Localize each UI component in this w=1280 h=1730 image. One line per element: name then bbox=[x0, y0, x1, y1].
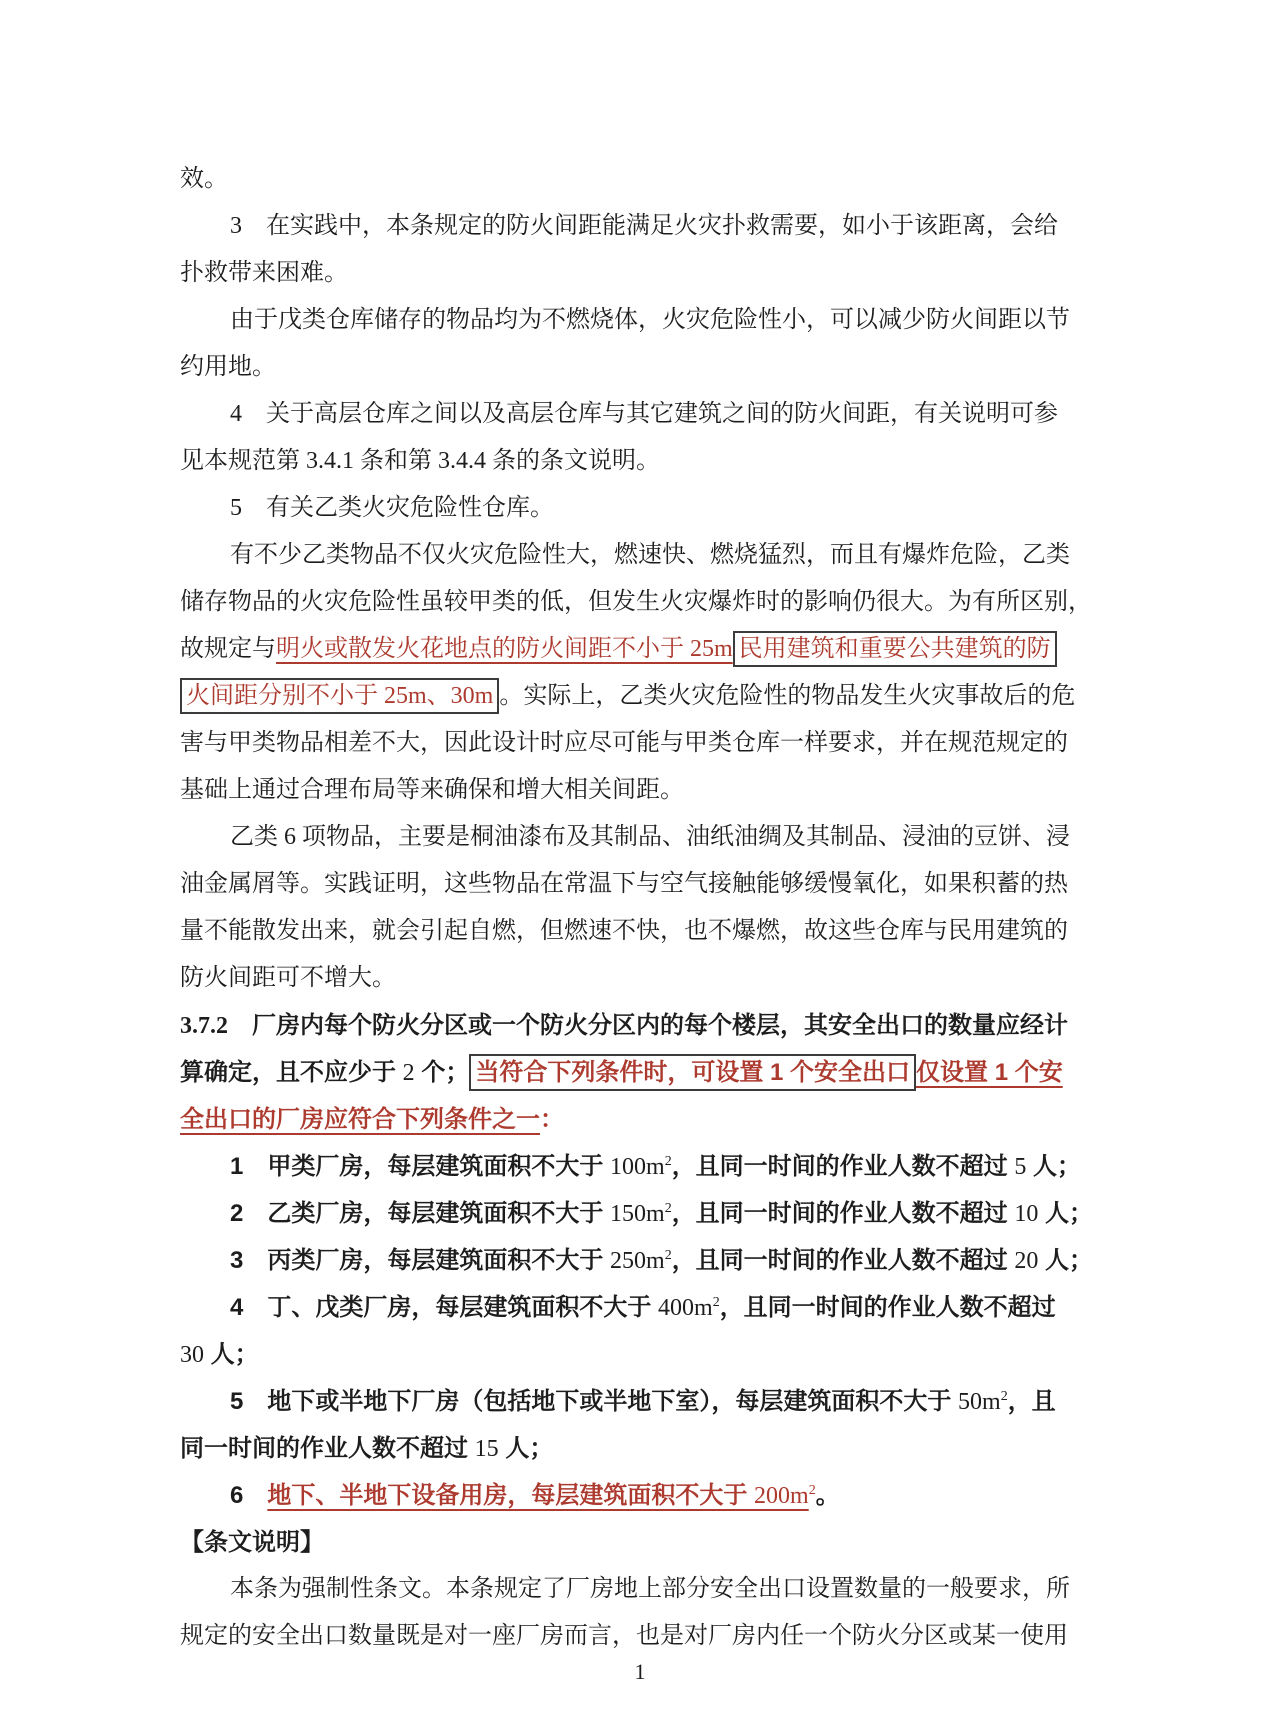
revision-inserted-text: 200m bbox=[754, 1483, 809, 1509]
revision-inserted-text: 2 bbox=[1000, 1389, 1008, 1404]
text-segment: 人； bbox=[204, 1341, 259, 1368]
text-segment: 15 bbox=[474, 1436, 499, 1462]
page-number: 1 bbox=[634, 1659, 646, 1684]
text-segment: 害与甲类物品相差不大，因此设计时应尽可能与甲类仓库一样要求，并在规范规定的 bbox=[180, 730, 1068, 756]
text-line-para-wuclass-cont bbox=[180, 344, 1125, 391]
text-segment: 。实际上，乙类火灾危险性的物品发生火灾事故后的危 bbox=[499, 683, 1076, 709]
text-segment: 故规定与 bbox=[180, 636, 276, 662]
text-segment: 20 bbox=[1014, 1248, 1039, 1274]
text-line-item-4 bbox=[180, 391, 1125, 438]
text-line-clause-372-heading bbox=[180, 1002, 1125, 1049]
text-segment: 油金属屑等。实践证明，这些物品在常温下与空气接触能够缓慢氧化，如果积蓄的热 bbox=[180, 871, 1068, 897]
text-line-item-5 bbox=[180, 485, 1125, 532]
revision-boxed-text: 当符合下列条件时，可设置 1 个安全出口 bbox=[469, 1054, 916, 1091]
text-line-para-yilei6-cont2 bbox=[180, 908, 1125, 955]
text-line-explanation-heading bbox=[180, 1519, 1125, 1566]
text-segment: ： bbox=[540, 1106, 564, 1133]
text-line-para-yiclass-cont5 bbox=[180, 767, 1125, 814]
text-segment: 算确定，且不应少于 bbox=[180, 1059, 403, 1086]
text-segment: 5 地下或半地下厂房（包括地下或半地下室），每层建筑面积不大于 bbox=[230, 1388, 959, 1415]
text-segment: 储存物品的火灾危险性虽较甲类的低，但发生火灾爆炸时的影响仍很大。为有所区别， bbox=[180, 589, 1092, 615]
text-segment: 150m bbox=[610, 1201, 665, 1227]
text-line-clause-372-item-4-cont bbox=[180, 1331, 1125, 1378]
text-segment: 4 丁、戊类厂房，每层建筑面积不大于 bbox=[230, 1294, 659, 1321]
text-segment: 5 bbox=[1014, 1154, 1027, 1180]
text-line-clause-372-line3-revised bbox=[180, 1096, 1125, 1143]
text-line-item-3 bbox=[180, 203, 1125, 250]
text-line-explanation-para-cont bbox=[180, 1613, 1125, 1660]
text-line-item-3-cont bbox=[180, 250, 1125, 297]
text-segment: 规定的安全出口数量既是对一座厂房而言，也是对厂房内任一个防火分区或某一使用 bbox=[180, 1623, 1068, 1649]
text-line-para-yilei6-cont1 bbox=[180, 861, 1125, 908]
text-line-para-yiclass-cont2-revised bbox=[180, 626, 1125, 673]
text-line-clause-372-item-2 bbox=[180, 1190, 1125, 1237]
text-line-clause-372-item-5-cont bbox=[180, 1425, 1125, 1472]
text-segment: 约用地。 bbox=[180, 354, 276, 380]
document-text-block bbox=[180, 156, 1125, 1660]
text-segment: ，且同一时间的作业人数不超过 bbox=[671, 1200, 1015, 1227]
text-segment: 3.7.2 bbox=[180, 1013, 228, 1039]
text-line-para-yiclass bbox=[180, 532, 1125, 579]
text-line-para-continuation bbox=[180, 156, 1125, 203]
text-line-clause-372-item-5 bbox=[180, 1378, 1125, 1425]
text-line-explanation-para bbox=[180, 1566, 1125, 1613]
text-line-para-wuclass bbox=[180, 297, 1125, 344]
text-segment: 【条文说明】 bbox=[180, 1529, 324, 1556]
text-segment: 有不少乙类物品不仅火灾危险性大，燃速快、燃烧猛烈，而且有爆炸危险，乙类 bbox=[230, 542, 1070, 568]
text-segment: 250m bbox=[610, 1248, 665, 1274]
revision-inserted-text: 地下、半地下设备用房，每层建筑面积不大于 bbox=[267, 1482, 755, 1509]
text-segment: 防火间距可不增大。 bbox=[180, 965, 396, 991]
text-segment: ，且同一时间的作业人数不超过 bbox=[719, 1294, 1056, 1321]
text-line-para-yiclass-cont1 bbox=[180, 579, 1125, 626]
text-segment: 2 乙类厂房，每层建筑面积不大于 bbox=[230, 1200, 611, 1227]
text-segment: 见本规范第 3.4.1 条和第 3.4.4 条的条文说明。 bbox=[180, 448, 660, 474]
text-line-clause-372-item-3 bbox=[180, 1237, 1125, 1284]
text-segment: 厂房内每个防火分区或一个防火分区内的每个楼层，其安全出口的数量应经计 bbox=[228, 1012, 1068, 1039]
text-segment: 2 bbox=[402, 1060, 415, 1086]
revision-inserted-text: 仅设置 1 个安 bbox=[916, 1059, 1063, 1086]
text-line-clause-372-item-1 bbox=[180, 1143, 1125, 1190]
revision-inserted-text: 2 bbox=[712, 1295, 720, 1310]
text-segment: 6 bbox=[230, 1482, 268, 1509]
text-segment: 人； bbox=[1026, 1153, 1082, 1180]
text-segment: 3 在实践中，本条规定的防火间距能满足火灾扑救需要，如小于该距离，会给 bbox=[230, 213, 1058, 239]
text-segment: 同一时间的作业人数不超过 bbox=[180, 1435, 475, 1462]
revision-inserted-text: 2 bbox=[664, 1201, 672, 1216]
text-line-item-4-cont bbox=[180, 438, 1125, 485]
text-segment: 量不能散发出来，就会引起自燃，但燃速不快，也不爆燃，故这些仓库与民用建筑的 bbox=[180, 918, 1068, 944]
text-segment: ，且 bbox=[1007, 1388, 1056, 1415]
text-segment: 3 丙类厂房，每层建筑面积不大于 bbox=[230, 1247, 611, 1274]
text-segment: 50m bbox=[958, 1389, 1001, 1415]
text-segment: 1 甲类厂房，每层建筑面积不大于 bbox=[230, 1153, 611, 1180]
text-segment: 效。 bbox=[180, 166, 228, 192]
text-line-clause-372-item-4 bbox=[180, 1284, 1125, 1331]
text-segment: 。 bbox=[815, 1482, 840, 1509]
text-segment: 本条为强制性条文。本条规定了厂房地上部分安全出口设置数量的一般要求，所 bbox=[230, 1576, 1070, 1602]
text-segment: 由于戊类仓库储存的物品均为不燃烧体，火灾危险性小，可以减少防火间距以节 bbox=[230, 307, 1070, 333]
text-line-clause-372-item-6-revised bbox=[180, 1472, 1125, 1519]
text-segment: 基础上通过合理布局等来确保和增大相关间距。 bbox=[180, 777, 684, 803]
text-segment: ，且同一时间的作业人数不超过 bbox=[671, 1247, 1015, 1274]
revision-boxed-text: 民用建筑和重要公共建筑的防 bbox=[733, 631, 1057, 667]
text-segment: 个； bbox=[414, 1059, 470, 1086]
text-segment: 400m bbox=[658, 1295, 713, 1321]
text-segment: 5 有关乙类火灾危险性仓库。 bbox=[230, 495, 554, 521]
text-segment: 乙类 6 项物品，主要是桐油漆布及其制品、油纸油绸及其制品、浸油的豆饼、浸 bbox=[230, 824, 1070, 850]
revision-inserted-text: 2 bbox=[664, 1154, 672, 1169]
text-segment: 10 bbox=[1014, 1201, 1039, 1227]
text-segment: ，且同一时间的作业人数不超过 bbox=[671, 1153, 1015, 1180]
text-line-para-yilei6-cont3 bbox=[180, 955, 1125, 1002]
revision-inserted-text: 明火或散发火花地点的防火间距不小于 25m bbox=[276, 636, 733, 662]
revision-boxed-text: 火间距分别不小于 25m、30m bbox=[180, 678, 499, 714]
text-line-para-yiclass-cont3-revised bbox=[180, 673, 1125, 720]
text-line-clause-372-line2-revised bbox=[180, 1049, 1125, 1096]
text-segment: 扑救带来困难。 bbox=[180, 260, 348, 286]
text-segment: 4 关于高层仓库之间以及高层仓库与其它建筑之间的防火间距，有关说明可参 bbox=[230, 401, 1058, 427]
text-segment: 30 bbox=[180, 1342, 204, 1368]
text-line-para-yiclass-cont4 bbox=[180, 720, 1125, 767]
text-line-para-yilei6 bbox=[180, 814, 1125, 861]
text-segment: 人； bbox=[1038, 1200, 1094, 1227]
revision-inserted-text: 全出口的厂房应符合下列条件之一 bbox=[180, 1106, 540, 1133]
revision-inserted-text: 2 bbox=[808, 1483, 816, 1498]
text-segment: 人； bbox=[1038, 1247, 1094, 1274]
text-segment: 100m bbox=[610, 1154, 665, 1180]
text-segment: 人； bbox=[498, 1435, 554, 1462]
revision-inserted-text: 2 bbox=[664, 1248, 672, 1263]
